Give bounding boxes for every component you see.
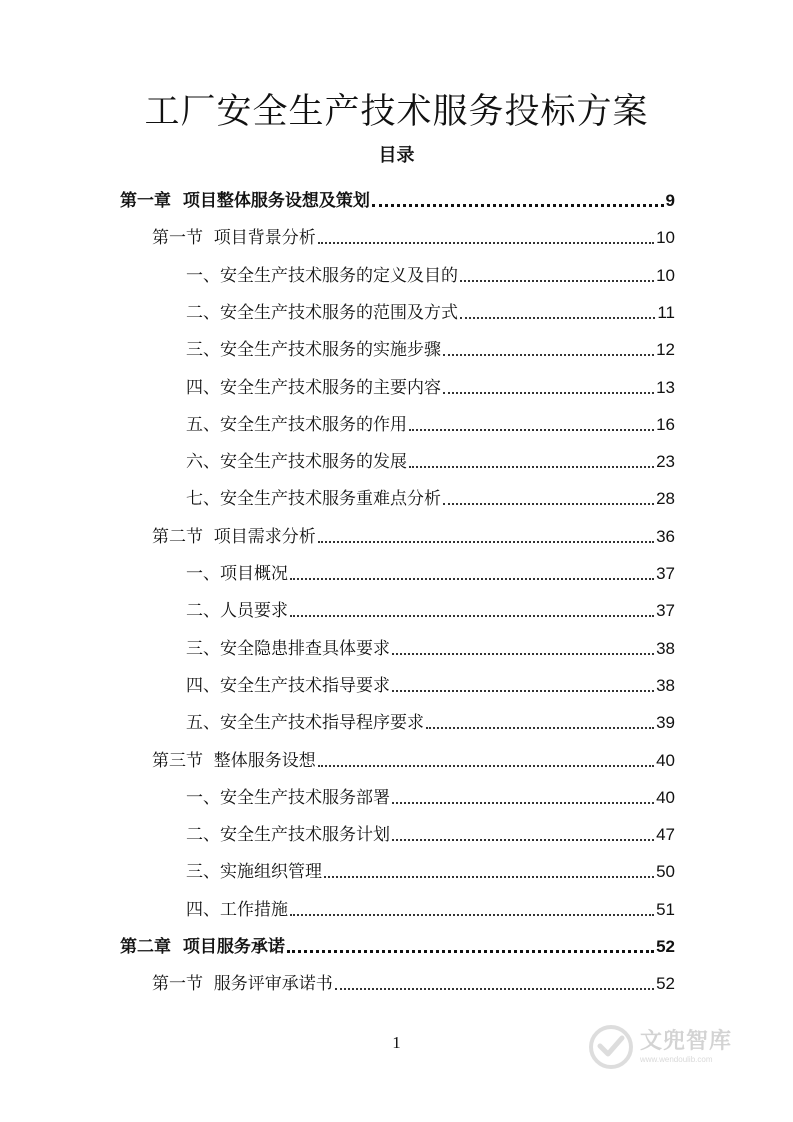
document-title: 工厂安全生产技术服务投标方案 [144,92,649,132]
toc-entry[interactable] [186,329,675,366]
watermark-url: www.wendoulib.com [640,1055,713,1064]
toc-entry[interactable] [186,665,675,702]
toc-entry[interactable] [120,926,675,963]
watermark [588,1020,768,1074]
toc-entry-page: 40 [656,750,675,770]
toc-entry-label: 第二章 项目服务承诺 [120,937,285,957]
watermark-main: 文兜智库 [640,1029,733,1054]
toc-entry-label: 三、实施组织管理 [186,862,322,883]
toc-entry-label: 三、安全生产技术服务的实施步骤 [186,340,441,361]
toc-entry[interactable] [186,814,675,851]
toc-dot-leader [409,465,654,468]
toc-entry-page: 37 [656,564,675,583]
toc-entry-label: 一、安全生产技术服务部署 [186,787,390,808]
toc-dot-leader [426,726,654,729]
toc-entry-label: 第一节 项目背景分析 [152,228,316,249]
toc-entry-page: 12 [656,340,675,360]
toc-dot-leader [409,428,654,431]
toc-entry-label: 六、安全生产技术服务的发展 [186,452,407,473]
toc-dot-leader [392,652,654,655]
toc-dot-leader [443,353,654,356]
toc-entry[interactable] [186,292,675,329]
toc-entry[interactable] [186,441,675,478]
toc-entry-page: 28 [656,489,675,509]
toc-entry[interactable] [186,590,675,627]
watermark-logo-icon [588,1024,634,1070]
toc-entry-label: 第一节 服务评审承诺书 [152,974,333,995]
toc-dot-leader [318,764,654,767]
toc-entry-label: 七、安全生产技术服务重难点分析 [186,489,441,510]
toc-entry-label: 第二节 项目需求分析 [152,526,316,547]
toc-entry-page: 52 [656,937,675,956]
toc-entry-label: 四、安全生产技术服务的主要内容 [186,377,441,398]
toc-entry-page: 40 [656,787,675,807]
page-number: 1 [392,1033,401,1052]
toc-dot-leader [290,577,654,580]
toc-entry-page: 52 [656,974,675,994]
toc-entry-page: 10 [656,265,675,285]
toc-dot-leader [287,949,654,953]
toc-entry-label: 二、安全生产技术服务计划 [186,825,390,846]
toc-entry-label: 第三节 整体服务设想 [152,750,316,771]
toc-entry-page: 37 [656,601,675,621]
toc-entry[interactable] [186,255,675,292]
toc-entry-label: 一、项目概况 [186,564,288,584]
toc-entry[interactable] [186,367,675,404]
toc-dot-leader [290,614,654,617]
toc-entry[interactable] [186,478,675,515]
toc-dot-leader [460,316,655,319]
toc-entry-page: 51 [656,899,675,919]
toc-entry-label: 四、工作措施 [186,899,288,920]
toc-entry[interactable] [120,180,675,217]
toc-entry-label: 二、安全生产技术服务的范围及方式 [186,302,458,323]
toc-entry-page: 47 [656,825,675,845]
toc-dot-leader [392,801,654,804]
toc-entry[interactable] [152,217,675,254]
toc-entry-page: 50 [656,862,675,882]
toc-entry-label: 四、安全生产技术指导要求 [186,675,390,696]
toc-dot-leader [290,913,654,916]
toc-dot-leader [318,241,654,244]
toc-entry-page: 9 [665,191,675,210]
toc-entry-page: 39 [656,713,675,733]
toc-entry-page: 13 [656,377,675,397]
toc-entry-label: 三、安全隐患排查具体要求 [186,638,390,659]
toc-entry-label: 第一章 项目整体服务设想及策划 [120,191,370,211]
toc-entry-page: 11 [657,302,675,322]
toc-dot-leader [443,502,654,505]
toc-entry[interactable] [186,404,675,441]
toc-entry[interactable] [186,777,675,814]
toc-dot-leader [392,838,654,841]
toc-dot-leader [460,279,654,282]
toc-entry[interactable] [186,553,675,590]
toc-entry[interactable] [186,889,675,926]
toc-entry-page: 23 [656,452,675,472]
toc-dot-leader [318,540,654,543]
toc-dot-leader [335,987,654,990]
toc-entry[interactable] [186,628,675,665]
toc-dot-leader [372,203,664,207]
watermark-text [640,1029,732,1065]
toc-entry[interactable] [152,516,675,553]
toc-entry-page: 38 [656,675,675,695]
toc-entry[interactable] [186,702,675,739]
toc-entry-label: 五、安全生产技术服务的作用 [186,414,407,435]
toc-entry-page: 36 [656,526,675,546]
toc-dot-leader [392,689,654,692]
toc-heading: 目录 [378,145,415,166]
toc-entry[interactable] [186,851,675,888]
toc-entry-page: 16 [656,414,675,434]
toc-entry[interactable] [152,963,675,1000]
toc-entry-label: 二、人员要求 [186,601,288,622]
toc-entry[interactable] [152,740,675,777]
toc-entry-page: 10 [656,228,675,248]
toc-entry-page: 38 [656,638,675,658]
toc-entry-label: 一、安全生产技术服务的定义及目的 [186,265,458,286]
toc-dot-leader [324,875,654,878]
toc-dot-leader [443,391,654,394]
toc-entry-label: 五、安全生产技术指导程序要求 [186,713,424,734]
